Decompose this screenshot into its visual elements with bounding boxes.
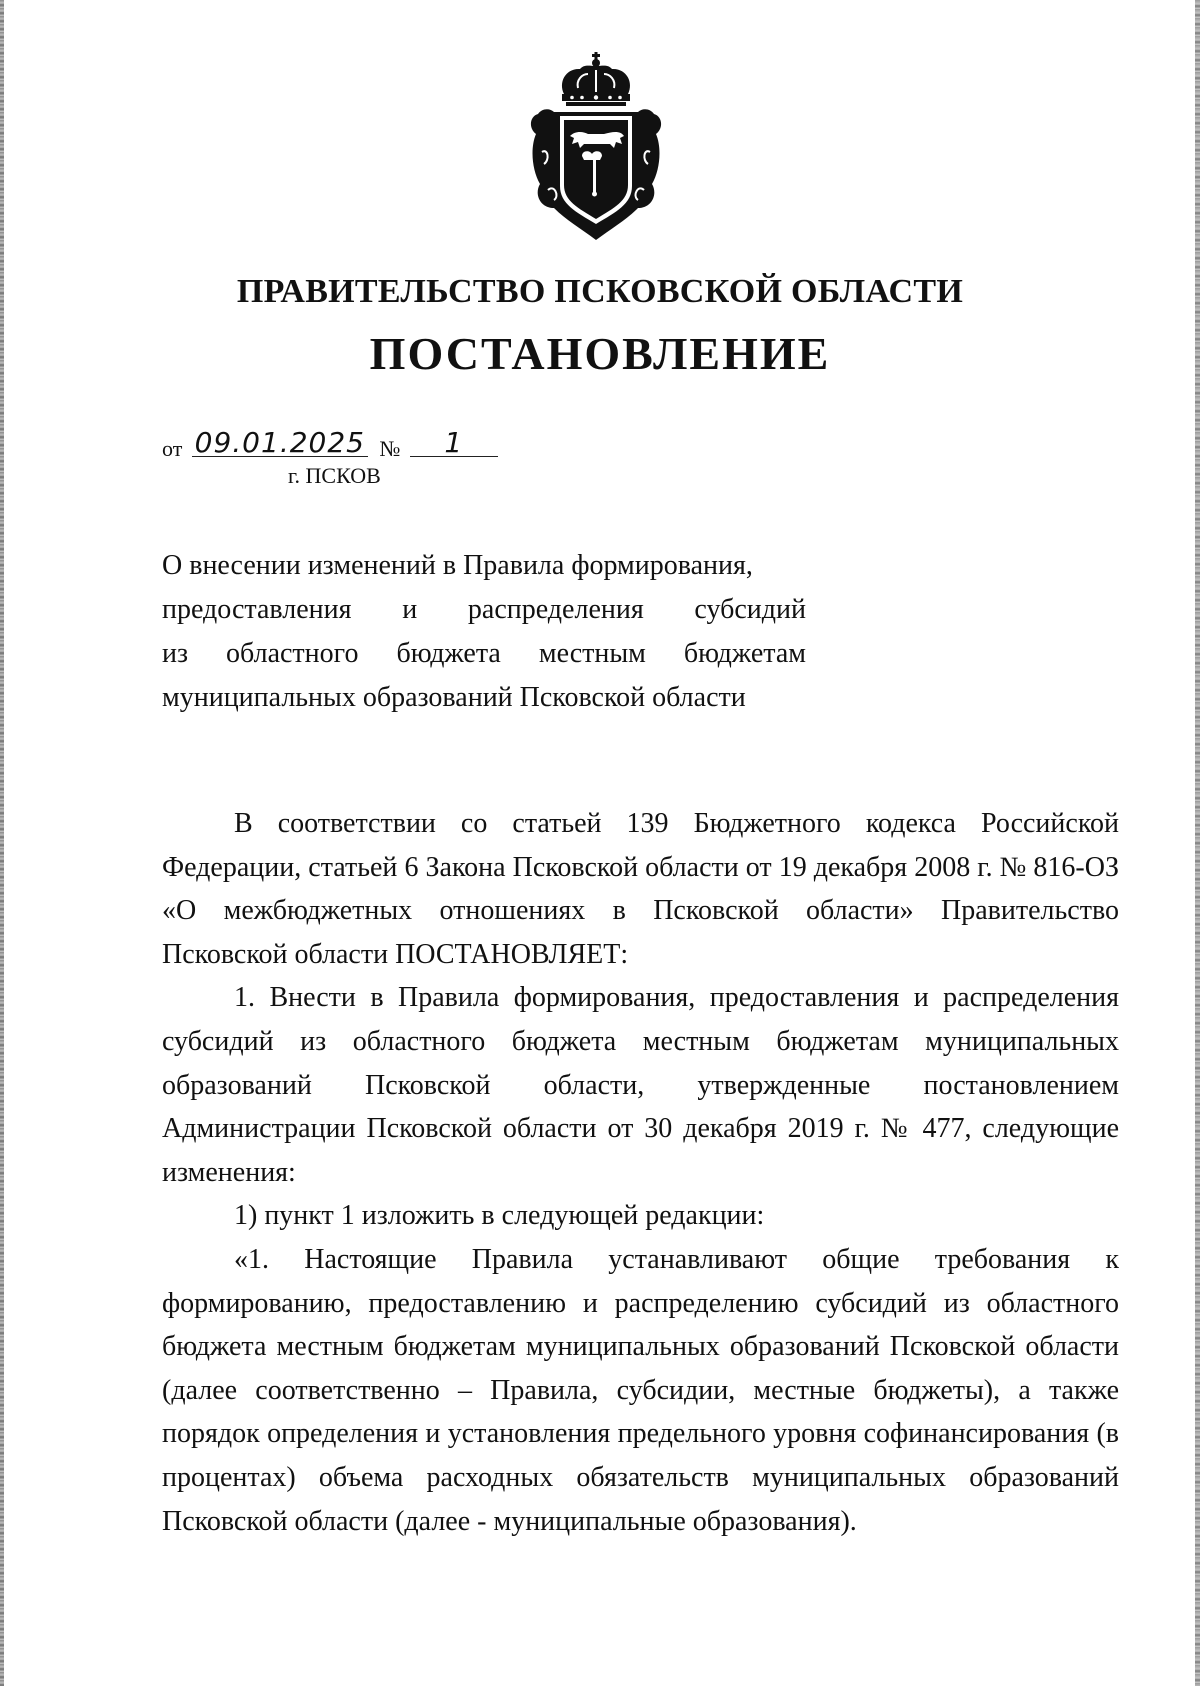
pskov-oblast-coat-of-arms-icon [526,52,666,244]
document-subject [162,544,806,720]
body-paragraph: 1. Внести в Правила формирования, предоставления и распределения субсидий из областного бюджета местным бюджетам муниципальных образований Псковской области, утвержденные постановлением Администрации Псковской области от 30 декабря 2019 г. № 477, следующие изменения: [162,982,1119,1188]
body-paragraph: «1. Настоящие Правила устанавливают общие требования к формированию, предоставлению и распределению субсидий из областного бюджета местным бюджетам муниципальных образований Псковской области (далее соответственно – Правила, субсидии, местные бюджеты), а также порядок определения и установления предельного уровня софинансирования (в процентах) объема расходных обязательств муниципальных образований Псковской области (далее - муниципальные образования). [162,1243,1119,1537]
subject-line: муниципальных образований Псковской области [162,682,746,713]
handwritten-number: 1 [410,430,498,457]
subject-line: О внесении изменений в Правила формирования, [162,550,753,581]
date-prefix: от [162,436,183,461]
body-paragraph: 1) пункт 1 изложить в следующей редакции: [234,1200,765,1232]
subject-line: предоставления и распределения субсидий [162,594,806,625]
organization-title: ПРАВИТЕЛЬСТВО ПСКОВСКОЙ ОБЛАСТИ [236,273,964,310]
document-type-title: ПОСТАНОВЛЕНИЕ [369,328,831,379]
scan-edge-right [1195,0,1200,1686]
subject-line: из областного бюджета местным бюджетам [162,638,806,669]
document-body [162,802,1119,1543]
number-sign: № [379,436,401,461]
coat-of-arms-emblem [526,52,666,244]
scan-edge-left [0,0,4,1686]
city-label: г. ПСКОВ [288,463,381,488]
handwritten-date: 09.01.2025 [192,430,368,457]
date-number-line [162,426,498,464]
body-paragraph: В соответствии со статьей 139 Бюджетного кодекса Российской Федерации, статьей 6 Закона Псковской области от 19 декабря 2008 г. № 816-ОЗ «О межбюджетных отношениях в Псковской области» Правительство Псковской области ПОСТАНОВЛЯЕТ: [162,808,1119,970]
